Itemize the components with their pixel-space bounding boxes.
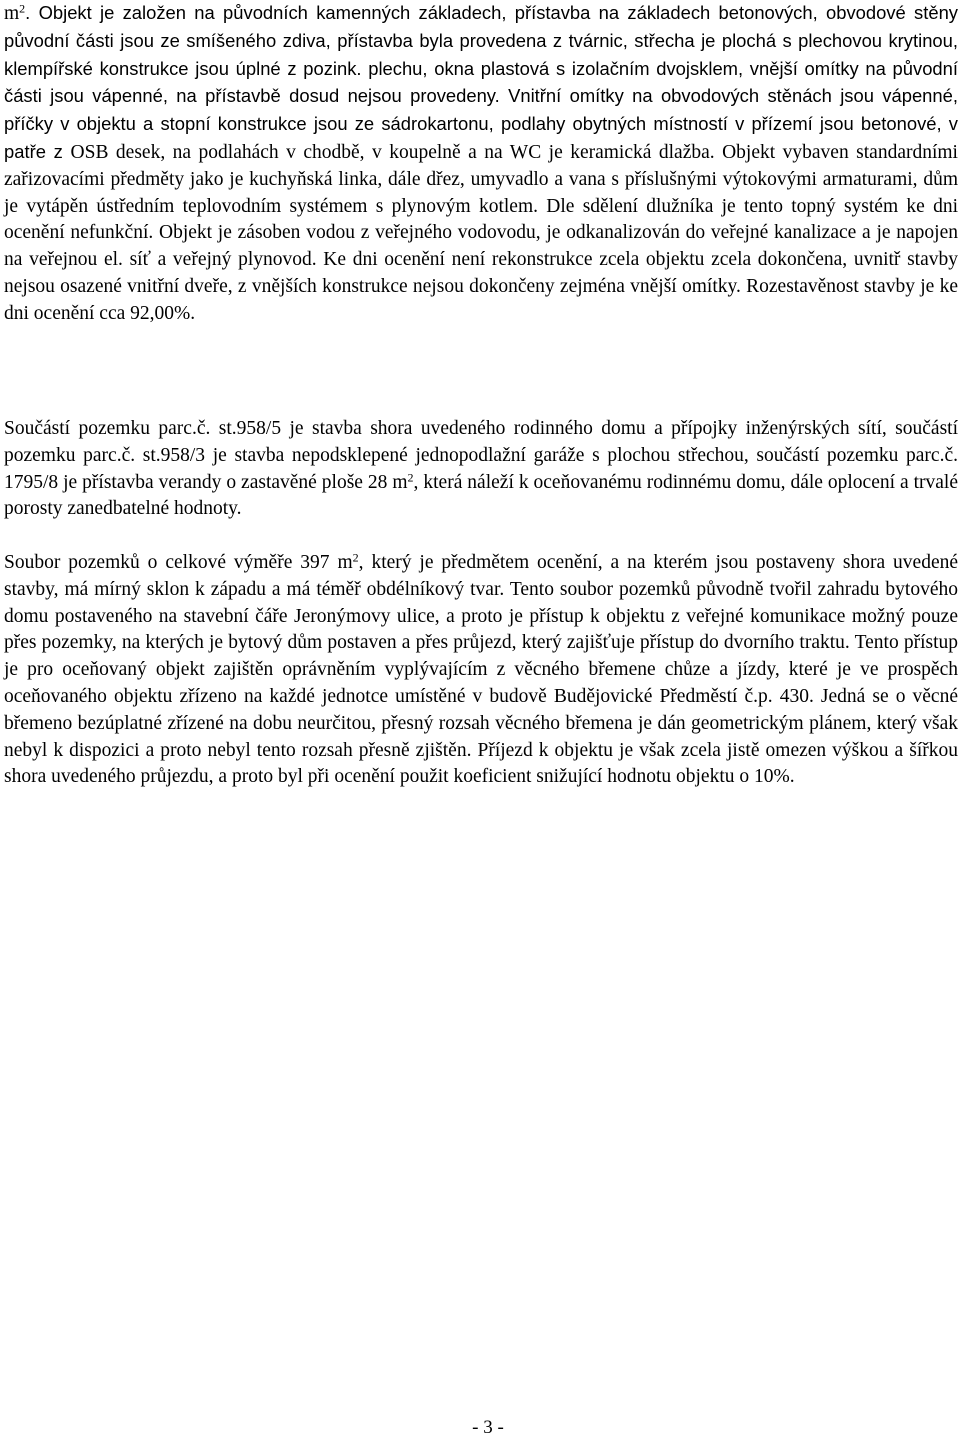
page-number: - 3 - (472, 1417, 504, 1438)
interior-finishes-text: Vnitřní omítky na obvodových stěnách jsou vápenné, příčky v objektu a stopní konstrukce jsou ze sádrokartonu, podlahy obytných místností v přízemí jsou betonové, v patře z (4, 85, 958, 162)
paragraph-land-access: Soubor pozemků o celkové výměře 397 $m^2$, který je předmětem ocenění, a na kterém jsou postaveny shora uvedené stavby, má mírný sklon k západu a má téměř obdélníkový tvar. Tento soubor pozemků původně tvořil zahradu bytového domu postaveného na stavební čáře Jeronýmovy ulice, a proto je přístup k objektu z veřejné komunikace možný pouze přes pozemky, na kterých je bytový dům postaven a přes průjezd, který zajišťuje přístup do dvorního traktu. Tento přístup je pro oceňovaný objekt zajištěn oprávněním vyplývajícím z věcného břemene chůze a jízdy, které je ve prospěch oceňovaného objektu zřízeno na každé jednotce umístěné v budově Budějovické Předměstí č.p. 430. Jedná se o věcné břemeno bezúplatné zřízené na dobu neurčitou, přesný rozsah věcného břemena je dán geometrickým plánem, který však nebyl k dispozici a proto nebyl tento rozsah přesně zjištěn. Příjezd k objektu je však zcela jistě omezen výškou a šířkou shora uvedeného průjezdu, a proto byl při ocenění použit koeficient snižující hodnotu objektu o 10%. (4, 550, 958, 788)
building-construction-text: . Objekt je založen na původních kamenných základech, přístavba na základech betonových, obvodové stěny původní části jsou ze smíšeného zdiva, přístavba byla provedena z tvárnic, střecha je plochá s plechovou krytinou, klempířské konstrukce jsou úplné z pozink. plechu, okna plastová s izolačním dvojsklem, vnější omítky na původní části jsou vápenné, na přístavbě dosud nejsou provedeny. (4, 2, 958, 107)
equipment-and-utilities-text: OSB desek, na podlahách v chodbě, v koupelně a na WC je keramická dlažba. Objekt vybaven standardními zařizovacími předměty jako je kuchyňská linka, dále dřez, umyvadlo a vana s příslušnými výtokovými armaturami, dům je vytápěn ústředním teplovodním systémem s plynovým kotlem. Dle sdělení dlužníka je tento topný systém ke dni ocenění nefunkční. Objekt je zásoben vodou z veřejného vodovodu, je odkanalizován do veřejné kanalizace a je napojen na veřejnou el. síť a veřejný plynovod. Ke dni ocenění není rekonstrukce zcela objektu zcela dokončena, uvnitř stavby nejsou osazené vnitřní dveře, z vnějších konstrukce nejsou dokončeny zejména vnější omítky. Rozestavěnost stavby je ke dni ocenění cca 92,00%. (4, 141, 958, 324)
paragraph-building-description (4, 0, 958, 328)
paragraph-land-parcels: Součástí pozemku parc.č. st.958/5 je stavba shora uvedeného rodinného domu a přípojky inženýrských sítí, součástí pozemku parc.č. st.958/3 je stavba nepodsklepené jednopodlažní garáže s plochou střechou, součástí pozemku parc.č. 1795/8 je přístavba verandy o zastavěné ploše 28 $m^2$, která náleží k oceňovanému rodinnému domu, dále oplocení a trvalé porosty zanedbatelné hodnoty. (4, 418, 958, 520)
unit-square-meter: $m^2$ (4, 1, 26, 24)
